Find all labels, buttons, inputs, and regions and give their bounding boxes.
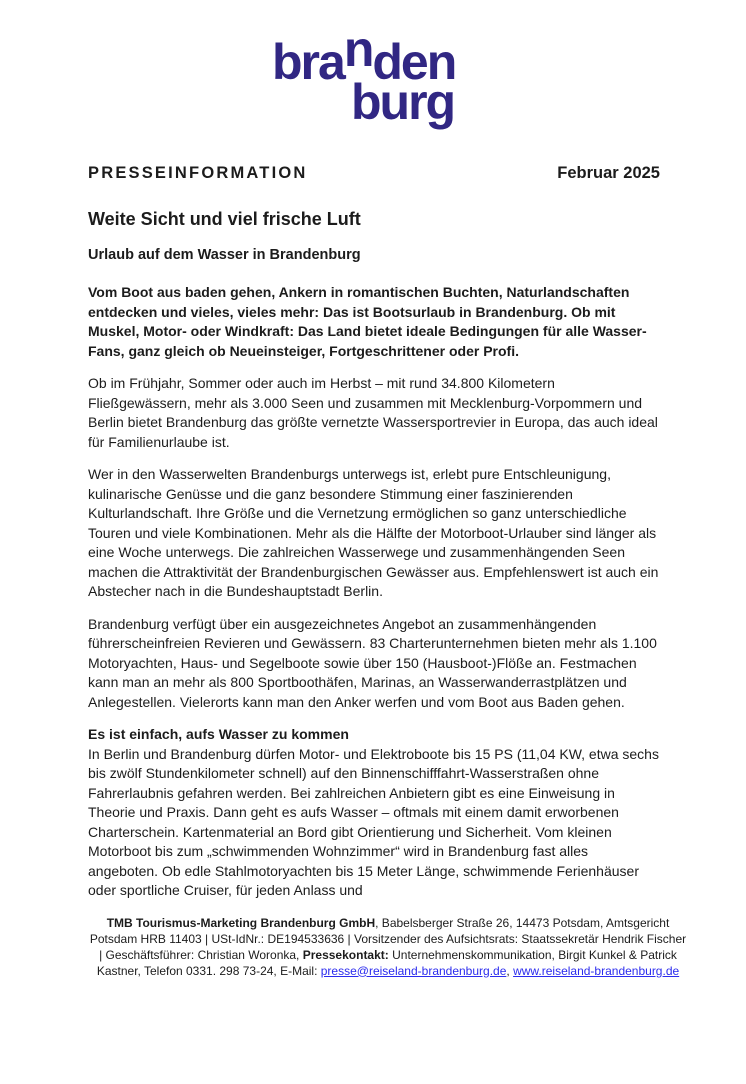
website-link[interactable]: www.reiseland-brandenburg.de: [513, 963, 680, 978]
footer-company-name: TMB Tourismus-Marketing Brandenburg GmbH: [106, 915, 376, 930]
logo-text-bra: bra: [272, 34, 344, 90]
brandenburg-logo: [272, 21, 474, 130]
email-link[interactable]: presse@reiseland-brandenburg.de: [320, 963, 507, 978]
body-paragraph-3: Brandenburg verfügt über ein ausgezeichnetes Angebot an zusammenhängenden führerscheinfreien Revieren und Gewässern. 83 Charterunternehmen bieten mehr als 1.100 Motoryachten, Haus- und Segelboote sowie über 150 (Hausboot-)Flöße an. Festmachen kann man an mehr als 800 Sportboothäfen, Marinas, an Wasserwanderrastplätzen und Anlegestellen. Vielerorts kann man den Anker werfen und vom Boot aus Baden gehen.: [88, 615, 657, 710]
section-body-text: In Berlin und Brandenburg dürfen Motor- und Elektroboote bis 15 PS (11,04 KW, etwa sechs bis zwölf Stundenkilometer schnell) auf den Binnenschifffahrt-Wasserstraßen ohne Fahrerlaubnis gefahren werden. Bei zahlreichen Anbietern gibt es eine Einweisung in Theorie und Praxis. Dann geht es aufs Wasser – oftmals mit einem damit erworbenen Charterschein. Kartenmaterial an Bord gibt Orientierung und Sicherheit. Vom kleinen Motorboot bis zum „schwimmenden Wohnzimmer“ wird in Brandenburg fast alles angeboten. Ob edle Stahlmotoryachten bis 15 Meter Länge, schwimmende Ferienhäuser oder sportliche Cruiser, für jeden Anlass und: [88, 745, 659, 898]
press-header-row: [88, 164, 660, 183]
footer-presscontact-details: Unternehmenskommunikation, Birgit Kunkel & Patrick Kastner, Telefon 0331. 298 73-24, E-Mail:: [96, 947, 677, 978]
body-paragraph-4: [88, 725, 660, 901]
footer-imprint: [88, 915, 688, 979]
body-paragraph-2: Wer in den Wasserwelten Brandenburgs unterwegs ist, erlebt pure Entschleunigung, kulinarische Genüsse und die ganz besondere Stimmung einer faszinierenden Kulturlandschaft. Ihre Größe und die Vernetzung ermöglichen so ganz unterschiedliche Touren und viele Kombinationen. Mehr als die Hälfte der Motorboot-Urlauber sind länger als eine Woche unterwegs. Die zahlreichen Wasserwege und zusammenhängenden Seen machen die Attraktivität der Brandenburgischen Gewässer aus. Empfehlenswert ist auch ein Abstecher nach in die Bundeshauptstadt Berlin.: [88, 466, 659, 599]
presseinformation-label: PRESSEINFORMATION: [88, 164, 308, 182]
document-body: [0, 164, 746, 979]
subheadline: Urlaub auf dem Wasser in Brandenburg: [88, 247, 361, 263]
press-release-page: [0, 21, 746, 1084]
logo-raised-n: n: [343, 21, 373, 77]
date-label: Februar 2025: [557, 164, 660, 182]
body-paragraph-1: Ob im Frühjahr, Sommer oder auch im Herbst – mit rund 34.800 Kilometern Fließgewässern, mehr als 3.000 Seen und zusammen mit Mecklenburg-Vorpommern und Berlin bietet Brandenburg das größte vernetzte Wassersportrevier in Europa, das auch ideal für Familienurlaube ist.: [88, 375, 658, 450]
logo-text-den: den: [372, 34, 456, 90]
footer-link-separator: ,: [506, 963, 514, 978]
lead-paragraph: Vom Boot aus baden gehen, Ankern in romantischen Buchten, Naturlandschaften entdecken und vieles, vieles mehr: Das ist Bootsurlaub in Brandenburg. Ob mit Muskel, Motor- oder Windkraft: Das Land bietet ideale Bedingungen für alle Wasser-Fans, ganz gleich ob Neueinsteiger, Fortgeschrittener oder Profi.: [88, 284, 647, 359]
headline: Weite Sicht und viel frische Luft: [88, 209, 361, 229]
logo-line-2: burg: [351, 74, 455, 130]
section-heading: Es ist einfach, aufs Wasser zu kommen: [88, 726, 349, 742]
footer-company-details: , Babelsberger Straße 26, 14473 Potsdam, Amtsgericht Potsdam HRB 11403 | USt-IdNr.: DE194533636 | Vorsitzender des Aufsichtsrats: Staatssekretär Hendrik Fischer | Geschäftsführer: Christian Woronka,: [89, 915, 687, 962]
footer-presscontact-label: Pressekontakt:: [302, 947, 389, 962]
